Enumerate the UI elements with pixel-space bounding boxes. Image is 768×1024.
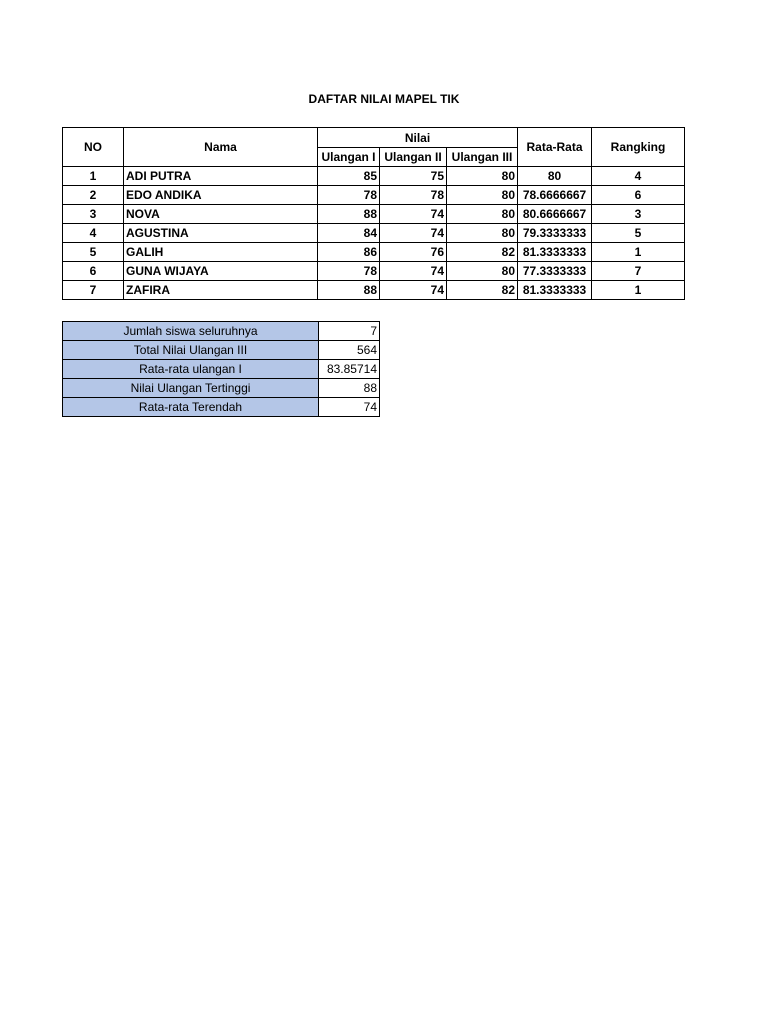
cell-rank: 7 bbox=[592, 262, 685, 281]
cell-rata: 81.3333333 bbox=[518, 243, 592, 262]
cell-ulangan1: 85 bbox=[318, 167, 380, 186]
table-row bbox=[63, 281, 685, 300]
cell-nama: GUNA WIJAYA bbox=[124, 262, 318, 281]
cell-rank: 1 bbox=[592, 281, 685, 300]
summary-value: 83.85714 bbox=[319, 360, 380, 379]
cell-ulangan2: 74 bbox=[380, 281, 447, 300]
cell-ulangan1: 84 bbox=[318, 224, 380, 243]
cell-ulangan1: 86 bbox=[318, 243, 380, 262]
cell-ulangan2: 76 bbox=[380, 243, 447, 262]
summary-row bbox=[63, 379, 380, 398]
cell-nama: NOVA bbox=[124, 205, 318, 224]
cell-rata: 78.6666667 bbox=[518, 186, 592, 205]
grades-table bbox=[62, 127, 685, 300]
table-row bbox=[63, 205, 685, 224]
cell-rank: 6 bbox=[592, 186, 685, 205]
header-no: NO bbox=[63, 128, 124, 167]
cell-rata: 79.3333333 bbox=[518, 224, 592, 243]
cell-no: 4 bbox=[63, 224, 124, 243]
table-row bbox=[63, 167, 685, 186]
cell-no: 3 bbox=[63, 205, 124, 224]
header-nilai: Nilai bbox=[318, 128, 518, 148]
summary-value: 7 bbox=[319, 322, 380, 341]
header-ulangan2: Ulangan II bbox=[380, 148, 447, 167]
cell-ulangan2: 75 bbox=[380, 167, 447, 186]
page-title: DAFTAR NILAI MAPEL TIK bbox=[308, 92, 460, 106]
summary-row bbox=[63, 360, 380, 379]
cell-ulangan3: 80 bbox=[447, 186, 518, 205]
cell-ulangan3: 82 bbox=[447, 281, 518, 300]
cell-ulangan2: 74 bbox=[380, 262, 447, 281]
cell-rank: 3 bbox=[592, 205, 685, 224]
cell-no: 2 bbox=[63, 186, 124, 205]
cell-nama: AGUSTINA bbox=[124, 224, 318, 243]
cell-ulangan2: 74 bbox=[380, 205, 447, 224]
cell-no: 7 bbox=[63, 281, 124, 300]
cell-rata: 81.3333333 bbox=[518, 281, 592, 300]
cell-no: 5 bbox=[63, 243, 124, 262]
header-ulangan3: Ulangan III bbox=[447, 148, 518, 167]
summary-label: Rata-rata Terendah bbox=[63, 398, 319, 417]
cell-ulangan3: 82 bbox=[447, 243, 518, 262]
cell-ulangan2: 78 bbox=[380, 186, 447, 205]
table-row bbox=[63, 243, 685, 262]
cell-ulangan1: 88 bbox=[318, 281, 380, 300]
summary-row bbox=[63, 322, 380, 341]
cell-no: 6 bbox=[63, 262, 124, 281]
table-row bbox=[63, 262, 685, 281]
header-rank: Rangking bbox=[592, 128, 685, 167]
header-ulangan1: Ulangan I bbox=[318, 148, 380, 167]
cell-nama: ADI PUTRA bbox=[124, 167, 318, 186]
table-row bbox=[63, 186, 685, 205]
cell-nama: ZAFIRA bbox=[124, 281, 318, 300]
cell-ulangan1: 88 bbox=[318, 205, 380, 224]
cell-nama: GALIH bbox=[124, 243, 318, 262]
cell-rank: 4 bbox=[592, 167, 685, 186]
cell-ulangan3: 80 bbox=[447, 262, 518, 281]
cell-ulangan3: 80 bbox=[447, 224, 518, 243]
summary-label: Jumlah siswa seluruhnya bbox=[63, 322, 319, 341]
summary-row bbox=[63, 341, 380, 360]
summary-row bbox=[63, 398, 380, 417]
summary-value: 88 bbox=[319, 379, 380, 398]
summary-label: Total Nilai Ulangan III bbox=[63, 341, 319, 360]
summary-table bbox=[62, 321, 380, 417]
cell-ulangan3: 80 bbox=[447, 167, 518, 186]
table-row bbox=[63, 224, 685, 243]
summary-value: 564 bbox=[319, 341, 380, 360]
header-rata: Rata-Rata bbox=[518, 128, 592, 167]
cell-rank: 5 bbox=[592, 224, 685, 243]
header-nama: Nama bbox=[124, 128, 318, 167]
cell-ulangan3: 80 bbox=[447, 205, 518, 224]
cell-nama: EDO ANDIKA bbox=[124, 186, 318, 205]
cell-ulangan2: 74 bbox=[380, 224, 447, 243]
cell-ulangan1: 78 bbox=[318, 186, 380, 205]
cell-rank: 1 bbox=[592, 243, 685, 262]
summary-label: Rata-rata ulangan I bbox=[63, 360, 319, 379]
summary-label: Nilai Ulangan Tertinggi bbox=[63, 379, 319, 398]
cell-no: 1 bbox=[63, 167, 124, 186]
cell-ulangan1: 78 bbox=[318, 262, 380, 281]
summary-value: 74 bbox=[319, 398, 380, 417]
cell-rata: 80.6666667 bbox=[518, 205, 592, 224]
cell-rata: 80 bbox=[518, 167, 592, 186]
cell-rata: 77.3333333 bbox=[518, 262, 592, 281]
